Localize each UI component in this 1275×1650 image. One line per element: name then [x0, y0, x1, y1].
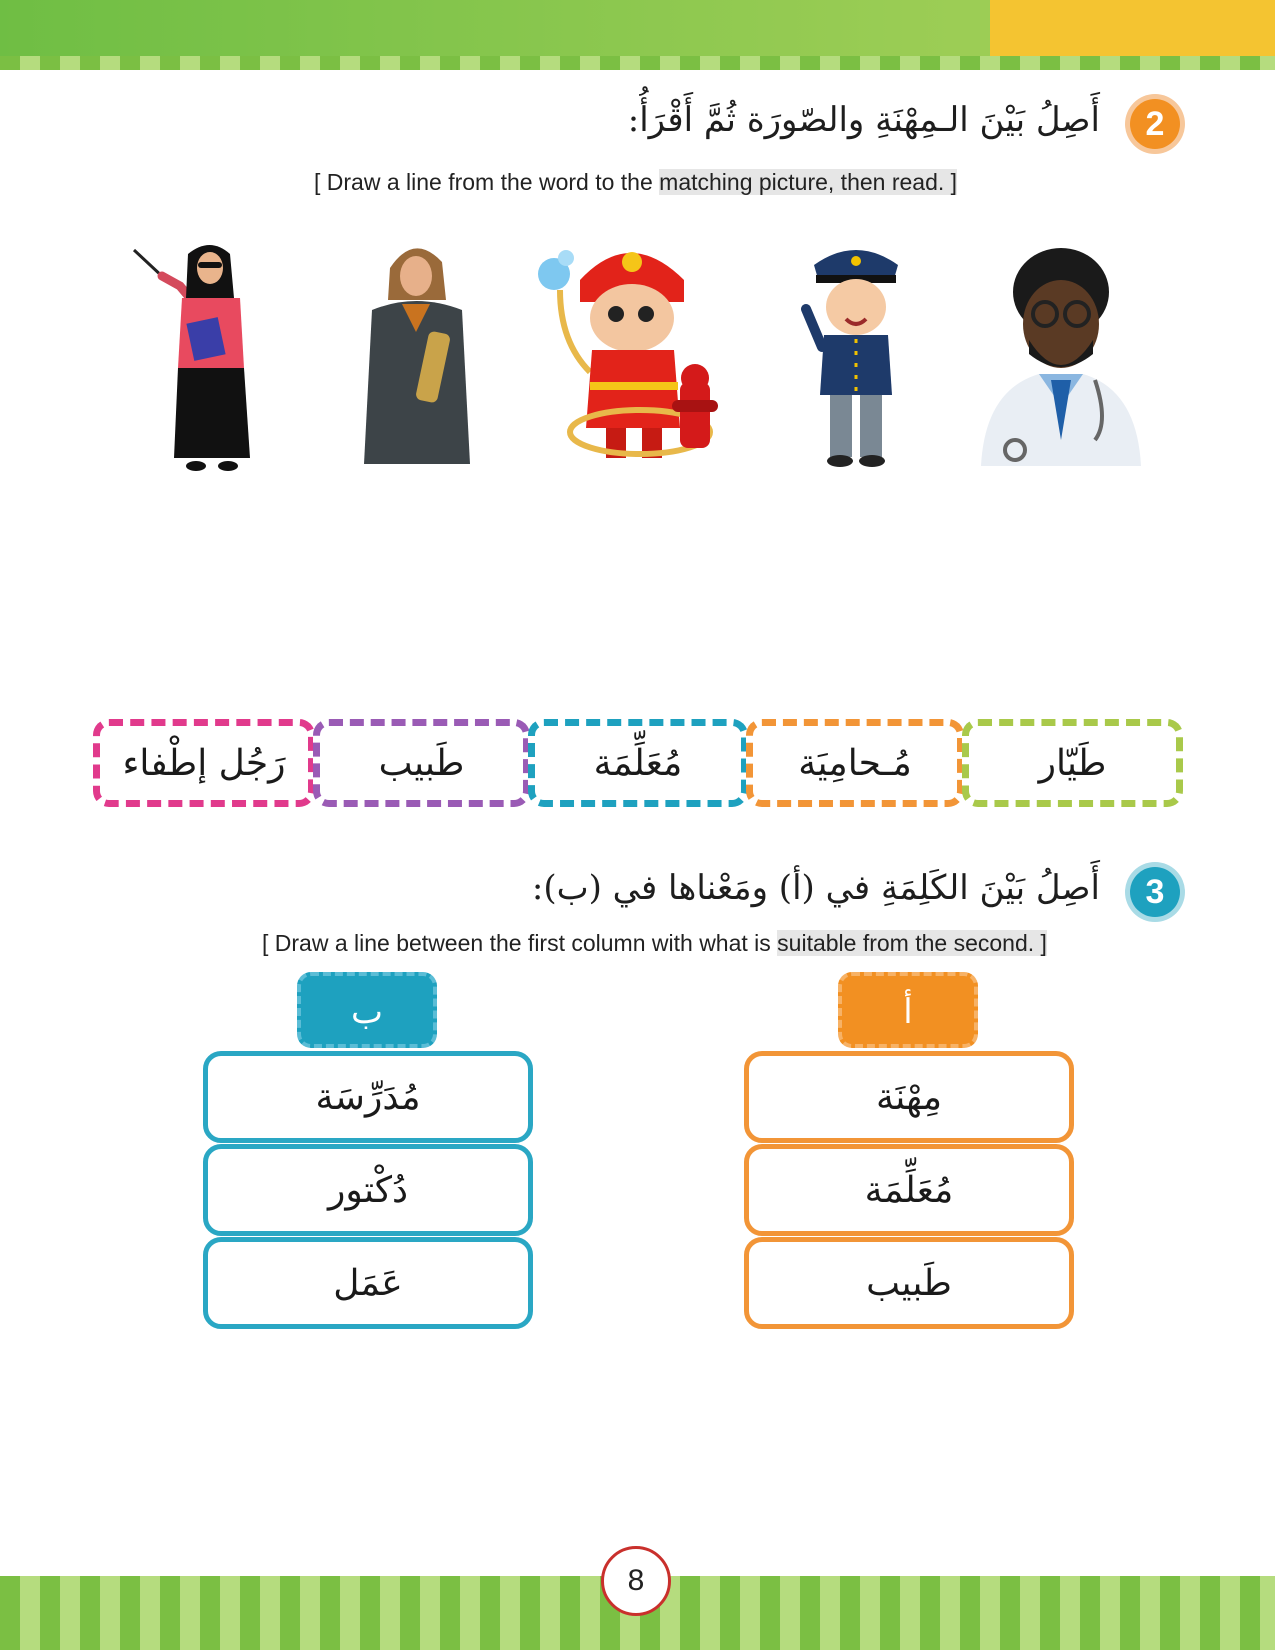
column-a-item-1[interactable] [744, 1051, 1074, 1143]
column-b-header: ب [297, 972, 437, 1048]
exercise-3-instruction-part1: [ Draw a line between the first column with what is [262, 930, 778, 956]
word-doctor: طَبيب [378, 742, 465, 784]
teacher-woman-picture [130, 228, 260, 478]
word-box-firefighter[interactable] [93, 719, 315, 807]
top-stripe-border [0, 56, 1275, 70]
exercise-2-instruction-part2: matching picture, then read. ] [659, 169, 958, 195]
exercise-3-title: أَصِلُ بَيْنَ الكَلِمَةِ في (أ) ومَعْناها في (ب): [531, 868, 1100, 908]
column-b-word-3: عَمَل [333, 1262, 403, 1304]
column-a-header: أ [838, 972, 978, 1048]
top-banner [0, 0, 1275, 56]
pilot-boy-picture [800, 235, 910, 475]
column-a-word-1: مِهْنَة [875, 1076, 943, 1118]
column-a-word-3: طَبيب [866, 1262, 952, 1304]
word-box-lawyer[interactable] [746, 719, 964, 807]
exercise-2-title: أَصِلُ بَيْنَ الـمِهْنَةِ والصّورَة ثُمَّ أَقْرَأُ: [627, 100, 1100, 140]
word-box-pilot[interactable] [962, 719, 1183, 807]
exercise-2-instruction [314, 169, 957, 196]
column-b-item-2[interactable] [203, 1144, 533, 1236]
firefighter-boy-picture [530, 232, 750, 472]
word-box-doctor[interactable] [313, 719, 530, 807]
exercise-3-instruction-part2: suitable from the second. ] [777, 930, 1047, 956]
lawyer-woman-picture [358, 236, 478, 471]
page-number: 8 [601, 1546, 671, 1616]
word-box-teacher[interactable] [528, 719, 748, 807]
exercise-2-number: 2 [1130, 99, 1180, 149]
word-lawyer: مُـحامِيَة [798, 742, 912, 784]
column-b-word-2: دُكْتور [327, 1169, 408, 1211]
column-a-item-2[interactable] [744, 1144, 1074, 1236]
column-b-item-1[interactable] [203, 1051, 533, 1143]
word-firefighter: رَجُل إطْفاء [122, 742, 286, 784]
exercise-3-instruction [262, 930, 1047, 957]
doctor-man-picture [975, 240, 1145, 470]
column-b-word-1: مُدَرِّسَة [315, 1076, 421, 1118]
exercise-2-instruction-part1: [ Draw a line from the word to the [314, 169, 660, 195]
column-b-item-3[interactable] [203, 1237, 533, 1329]
top-banner-accent [990, 0, 1275, 56]
exercise-3-number: 3 [1130, 867, 1180, 917]
word-pilot: طَيّار [1038, 742, 1107, 784]
word-teacher: مُعَلِّمَة [593, 742, 683, 784]
column-a-word-2: مُعَلِّمَة [864, 1169, 954, 1211]
column-a-item-3[interactable] [744, 1237, 1074, 1329]
